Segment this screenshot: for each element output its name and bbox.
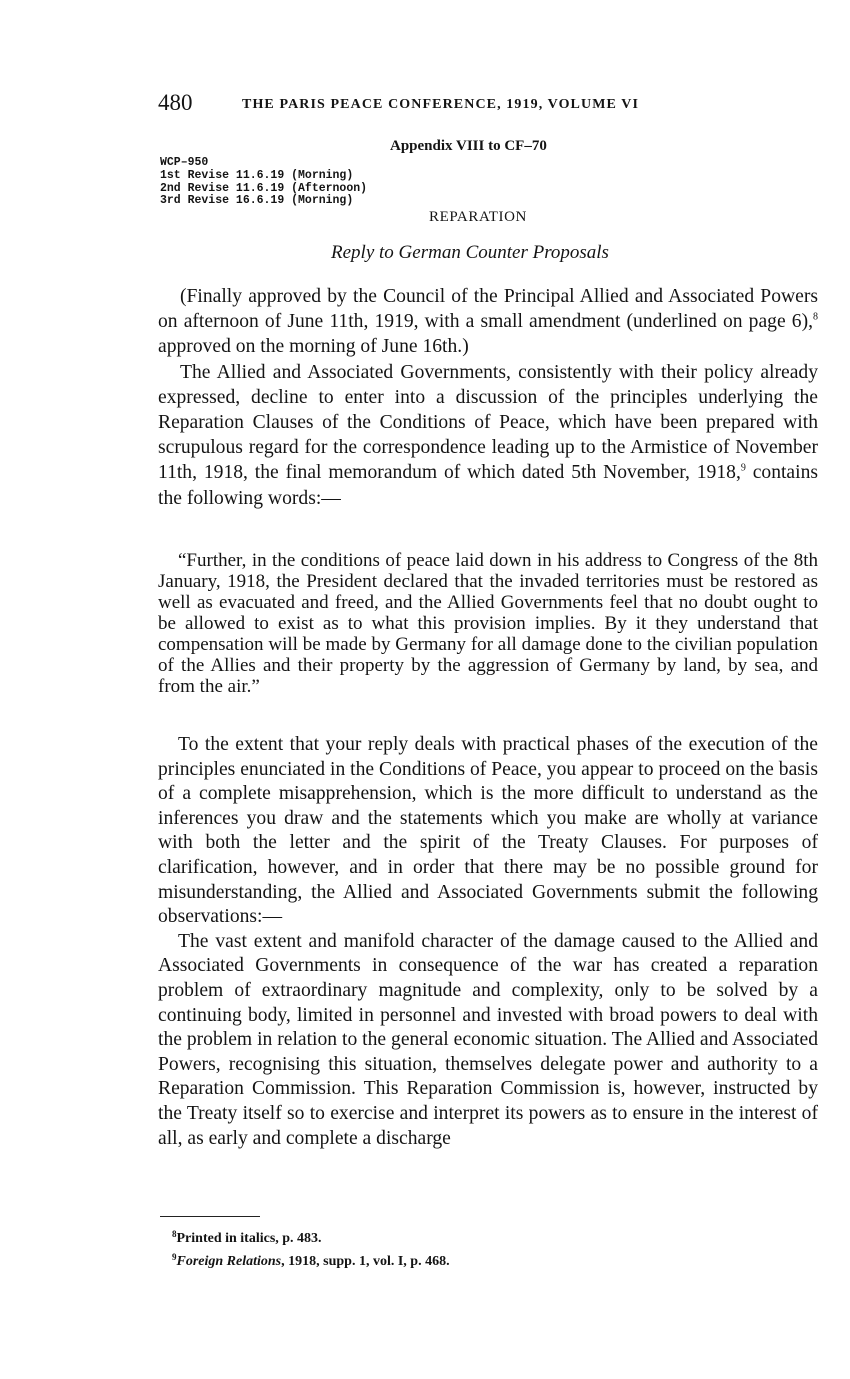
- block-quotation: [158, 550, 818, 697]
- footnote-text: Printed in italics, p. 483.: [176, 1231, 322, 1246]
- footnote-ref: 9: [740, 462, 746, 474]
- subtitle: Reply to German Counter Proposals: [331, 242, 609, 263]
- footnote-italic: Foreign Relations: [176, 1254, 282, 1269]
- section-title: REPARATION: [429, 209, 527, 225]
- quotation-text: “Further, in the conditions of peace laid down in his address to Congress of the 8th January, 1918, the President declared that the invaded territories must be restored as well as evacuated and freed, and the Allied Governments feel that no doubt ought to be allowed to exist as to what this provision implies. By it they understand that compensation will be made by Germany for all damage done to the civilian population of the Allies and their property by the aggression of Germany by land, by sea, and from the air.”: [158, 550, 818, 697]
- running-title: THE PARIS PEACE CONFERENCE, 1919, VOLUME VI: [242, 97, 640, 112]
- paragraph: [158, 284, 818, 360]
- paragraph: To the extent that your reply deals with practical phases of the execution of the principles enunciated in the Conditions of Peace, you appear to proceed on the basis of a complete misapprehension, which is the more difficult to understand as the inferences you draw and the statements which you make are wholly at variance with both the letter and the spirit of the Treaty Clauses. For purposes of clarification, however, and in order that there may be no possible ground for misunderstanding, the Allied and Associated Governments submit the following observations:—: [158, 734, 818, 928]
- footnote-marker: 9: [172, 1252, 177, 1262]
- paragraph: The vast extent and manifold character of the damage caused to the Allied and Associated Governments in consequence of the war has created a reparation problem of extraordinary magnitude and complexity, only to be solved by a continuing body, limited in personnel and invested with broad powers to deal with the problem in relation to the general economic situation. The Allied and Associated Powers, recognising this situation, themselves delegate power and authority to a Reparation Commission. This Reparation Commission is, however, instructed by the Treaty itself so to exercise and interpret its powers as to ensure in the interest of all, as early and complete a discharge: [158, 930, 818, 1149]
- paragraph-text: (Finally approved by the Council of the Principal Allied and Associated Powers on afternoon of June 11th, 1919, with a small amendment (underlined on page 6),: [158, 286, 818, 333]
- footnote: [172, 1225, 450, 1248]
- appendix-heading: Appendix VIII to CF–70: [390, 138, 547, 154]
- footnote-rule: [160, 1216, 260, 1217]
- body-text-upper: [158, 284, 818, 511]
- footnote-text: , 1918, supp. 1, vol. I, p. 468.: [281, 1254, 450, 1269]
- footnote-ref: 8: [813, 311, 818, 323]
- footnote: [172, 1248, 450, 1271]
- footnotes: [172, 1225, 450, 1271]
- footnote-marker: 8: [172, 1229, 177, 1239]
- meta-line: 2nd Revise 11.6.19 (Afternoon): [160, 181, 368, 195]
- meta-line: 3rd Revise 16.6.19 (Morning): [160, 194, 354, 208]
- meta-line: 1st Revise 11.6.19 (Morning): [160, 168, 354, 182]
- document-meta: [160, 157, 367, 208]
- paragraph: [158, 360, 818, 511]
- paragraph-text: The Allied and Associated Governments, consistently with their policy already expressed, decline to enter into a discussion of the principles underlying the Reparation Clauses of the Conditions of Peace, which have been prepared with scrupulous regard for the correspondence leading up to the Armistice of November 11th, 1918, the final memorandum of which dated 5th November, 1918,: [158, 361, 818, 484]
- meta-line: WCP–950: [160, 156, 209, 169]
- running-head: [158, 90, 818, 118]
- body-text-lower: [158, 733, 818, 1151]
- paragraph-text: approved on the morning of June 16th.): [158, 336, 469, 358]
- paragraph-text: contains the following words:—: [158, 462, 818, 509]
- page-number: 480: [158, 90, 193, 115]
